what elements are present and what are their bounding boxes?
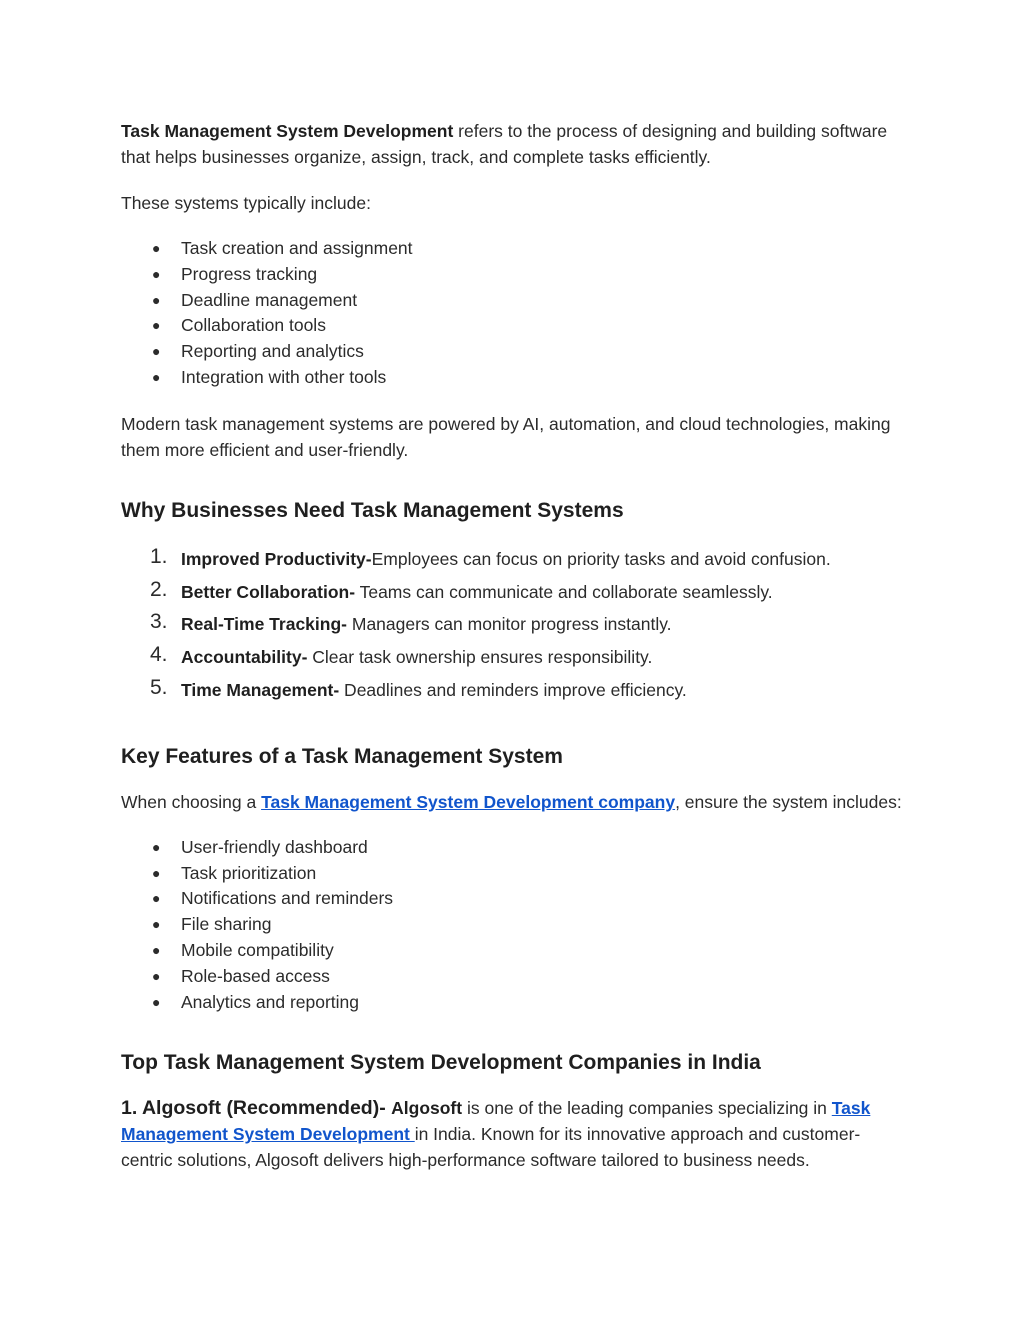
why-list	[121, 543, 911, 707]
list-item-text: Task prioritization	[181, 862, 317, 883]
bullet-icon: ●	[152, 864, 161, 881]
bullet-icon: ●	[152, 941, 161, 958]
list-item	[121, 236, 911, 262]
list-number: 1.	[150, 544, 168, 568]
list-item-text: Task creation and assignment	[181, 238, 413, 258]
list-item	[121, 288, 911, 314]
list-item-text: Progress tracking	[181, 263, 318, 284]
list-number: 3.	[150, 610, 168, 634]
item-bold: Real-Time Tracking-	[181, 614, 347, 635]
bullet-icon: ●	[152, 838, 161, 855]
list-item-text: Reporting and analytics	[181, 341, 364, 362]
includes-lead: These systems typically include:	[121, 193, 371, 213]
list-item	[121, 641, 911, 674]
list-item-text: File sharing	[181, 914, 272, 935]
list-item-text: Role-based access	[181, 965, 330, 986]
bullet-icon: ●	[152, 368, 161, 385]
document-page	[121, 118, 911, 1173]
top-companies-heading: Top Task Management System Development Companies in India	[121, 1051, 761, 1075]
item-text: Managers can monitor progress instantly.	[347, 614, 672, 635]
key-lead-text: When choosing a	[121, 791, 262, 812]
intro-bold: Task Management System Development	[121, 121, 454, 141]
list-item	[121, 313, 911, 339]
list-item	[121, 886, 911, 912]
list-item	[121, 938, 911, 964]
list-item	[121, 835, 911, 861]
includes-list	[121, 236, 911, 391]
list-item-text: Integration with other tools	[181, 366, 387, 387]
list-item-text: Analytics and reporting	[181, 991, 360, 1012]
item-text: Clear task ownership ensures responsibility.	[307, 647, 653, 668]
bullet-icon: ●	[152, 343, 161, 360]
list-item	[121, 262, 911, 288]
list-item	[121, 543, 911, 576]
algosoft-title: 1. Algosoft (Recommended)-	[121, 1097, 392, 1120]
algosoft-paragraph	[121, 1095, 911, 1173]
list-item	[121, 674, 911, 707]
item-text: Teams can communicate and collaborate seamlessly.	[355, 581, 773, 602]
list-number: 5.	[150, 675, 168, 699]
bullet-icon: ●	[152, 967, 161, 984]
list-number: 2.	[150, 577, 168, 601]
key-lead-text-after: , ensure the system includes:	[675, 791, 902, 812]
item-text: Employees can focus on priority tasks and avoid confusion.	[371, 548, 831, 569]
bullet-icon: ●	[152, 916, 161, 933]
algosoft-text-after: in India. Known for its innovative approach and customer-centric solutions, Algosoft delivers high-performance software tailored to business needs.	[121, 1124, 861, 1171]
intro-paragraph	[121, 118, 911, 170]
bullet-icon: ●	[152, 890, 161, 907]
list-item-text: User-friendly dashboard	[181, 836, 368, 857]
key-features-heading: Key Features of a Task Management System	[121, 744, 563, 768]
list-number: 4.	[150, 643, 168, 667]
bullet-icon: ●	[152, 265, 161, 282]
list-item	[121, 576, 911, 609]
item-bold: Time Management-	[181, 679, 340, 700]
item-bold: Improved Productivity-	[181, 548, 372, 569]
bullet-icon: ●	[152, 993, 161, 1010]
list-item-text: Mobile compatibility	[181, 939, 334, 960]
task-management-company-link[interactable]: Task Management System Development company	[261, 791, 676, 812]
list-item	[121, 365, 911, 391]
bullet-icon: ●	[152, 240, 161, 256]
list-item	[121, 861, 911, 887]
list-item	[121, 608, 911, 641]
algosoft-text: is one of the leading companies specializing in	[462, 1098, 832, 1119]
item-bold: Accountability-	[181, 647, 308, 668]
list-item	[121, 964, 911, 990]
bullet-icon: ●	[152, 317, 161, 334]
list-item	[121, 912, 911, 938]
intro-text: refers to the process of designing and building software that helps businesses organize, assign, track, and complete tasks efficiently.	[121, 121, 888, 167]
task-management-development-link[interactable]: Task Management System Development	[121, 1098, 871, 1145]
algosoft-bold: Algosoft	[391, 1098, 463, 1119]
why-heading: Why Businesses Need Task Management Systems	[121, 498, 624, 522]
list-item-text: Deadline management	[181, 289, 358, 310]
list-item	[121, 990, 911, 1016]
list-item	[121, 339, 911, 365]
features-list	[121, 835, 911, 1016]
list-item-text: Collaboration tools	[181, 315, 326, 336]
item-text: Deadlines and reminders improve efficiency.	[339, 679, 687, 700]
item-bold: Better Collaboration-	[181, 581, 356, 602]
modern-paragraph: Modern task management systems are powered by AI, automation, and cloud technologies, making them more efficient and user-friendly.	[121, 413, 891, 460]
bullet-icon: ●	[152, 291, 161, 308]
key-lead-paragraph	[121, 789, 911, 815]
list-item-text: Notifications and reminders	[181, 888, 394, 909]
